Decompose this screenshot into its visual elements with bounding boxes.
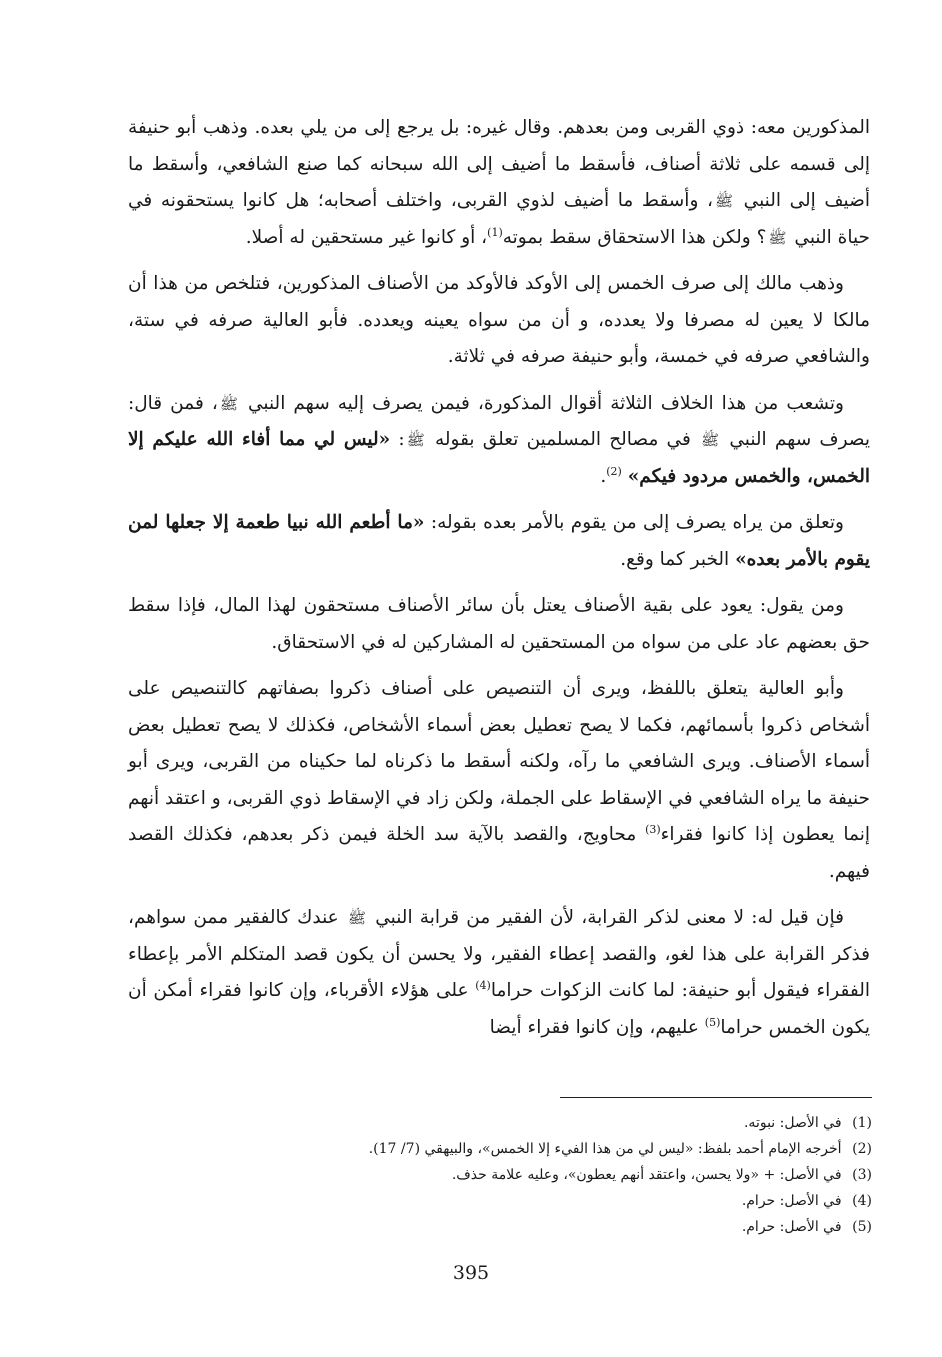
main-text xyxy=(128,110,870,1056)
footnote-3 xyxy=(128,1162,872,1188)
paragraph-2: وذهب مالك إلى صرف الخمس إلى الأوكد فالأوكد من الأصناف المذكورين، فتلخص من هذا أن مالكا لا يعين له مصرفا ولا يعدده، و أن من سواه يعينه ويعدده. فأبو العالية صرفه في ستة، والشافعي صرفه في خمسة، وأبو حنيفة صرفه في ثلاثة. xyxy=(128,273,870,367)
footnote-ref-1[interactable]: (1) xyxy=(487,225,503,239)
paragraph-7 xyxy=(128,900,870,1046)
paragraph-1-text: المذكورين معه: ذوي القربى ومن بعدهم. وقال غيره: بل يرجع إلى من يلي بعده. وذهب أبو حنيفة إلى قسمه على ثلاثة أصناف، فأسقط ما أضيف إلى الله سبحانه كما صنع الشافعي، وأسقط ما أضيف إلى النبي xyxy=(128,117,870,211)
paragraph-1-text-mid2: ؟ ولكن هذا الاستحقاق سقط بموته xyxy=(502,226,767,248)
footnote-1 xyxy=(128,1110,872,1136)
paragraph-7-text-mid: عندك كالفقير ممن سواهم، فذكر القرابة على هذا لغو، والقصد إعطاء الفقير، ولا يحسن أن يكون قصد المتكلم الأمر بإعطاء الفقراء فيقول أبو حنيفة: لما كانت الزكوات حراما xyxy=(128,907,871,1001)
paragraph-3-text-c: في مصالح المسلمين تعلق بقوله xyxy=(434,429,691,450)
paragraph-3-text-b: ، فمن قال: يصرف سهم النبي xyxy=(128,392,870,450)
footnote-ref-2[interactable]: (2) xyxy=(606,464,622,478)
footnote-ref-3[interactable]: (3) xyxy=(645,822,661,836)
hadith-quote-2: «ما أطعم الله نبيا طعمة إلا جعلها لمن يقوم بالأمر بعده» xyxy=(128,512,870,570)
footnote-text: في الأصل: حرام. xyxy=(741,1193,842,1209)
footnote-2 xyxy=(128,1136,872,1162)
honorific-symbol: ﷺ xyxy=(406,431,425,449)
footnote-5 xyxy=(128,1214,872,1240)
honorific-symbol: ﷺ xyxy=(701,431,720,449)
paragraph-6-text-end: محاويج، والقصد بالآية سد الخلة فيمن ذكر بعدهم، فكذلك القصد فيهم. xyxy=(128,824,870,882)
paragraph-5: ومن يقول: يعود على بقية الأصناف يعتل بأن سائر الأصناف مستحقون لهذا المال، فإذا سقط حق بعضهم عاد على من سواه من المستحقين له المشاركين له في الاستحقاق. xyxy=(128,595,870,653)
footnote-text: في الأصل: + «ولا يحسن، واعتقد أنهم يعطون»، وعليه علامة حذف. xyxy=(451,1167,842,1183)
paragraph-3-text-end: . xyxy=(600,465,607,487)
footnote-text: أخرجه الإمام أحمد بلفظ: «ليس لي من هذا الفيء إلا الخمس»، والبيهقي (7/ 17). xyxy=(368,1141,842,1157)
paragraph-4-text: وتعلق من يراه يصرف إلى من يقوم بالأمر بعده بقوله: xyxy=(430,512,844,533)
honorific-symbol: ﷺ xyxy=(219,394,238,413)
paragraph-1-text-mid: ، وأسقط ما أضيف لذوي القربى، واختلف أصحابه؛ هل كانوا يستحقونه في حياة النبي xyxy=(128,190,870,248)
page-number: 395 xyxy=(452,1262,490,1284)
footnote-number: (5) xyxy=(852,1219,872,1235)
paragraph-3 xyxy=(128,386,870,496)
footnote-ref-4[interactable]: (4) xyxy=(475,978,491,992)
footnote-number: (1) xyxy=(852,1115,872,1131)
paragraph-7-text-end: عليهم، وإن كانوا فقراء أيضا xyxy=(489,1016,699,1038)
paragraph-6 xyxy=(128,671,870,890)
footnote-text: في الأصل: حرام. xyxy=(741,1219,842,1235)
paragraph-7-text: فإن قيل له: لا معنى لذكر القرابة، لأن الفقير من قرابة النبي xyxy=(375,907,844,928)
footnotes xyxy=(128,1110,872,1240)
footnote-number: (3) xyxy=(852,1167,872,1183)
paragraph-4-text-end: الخبر كما وقع. xyxy=(620,548,730,570)
footnote-number: (2) xyxy=(852,1141,872,1157)
honorific-symbol: ﷺ xyxy=(714,192,734,210)
honorific-symbol: ﷺ xyxy=(347,909,367,927)
paragraph-3-text-d: : xyxy=(398,429,405,450)
footnote-number: (4) xyxy=(852,1193,872,1209)
paragraph-6-text: وأبو العالية يتعلق باللفظ، ويرى أن التنصيص على أصناف ذكروا بصفاتهم كالتنصيص على أشخاص ذكروا بأسمائهم، فكما لا يصح تعطيل بعض أسماء الأشخاص، فكذلك لا يصح تعطيل بعض أسماء الأصناف. ويرى الشافعي ما رآه، ولكنه أسقط ما ذكرناه لما حكيناه من القربى، ويرى أبو حنيفة ما يراه الشافعي في الإسقاط على الجملة، ولكن زاد في الإسقاط ذوي القربى، و اعتقد أنهم إنما يعطون إذا كانوا فقراء xyxy=(128,678,871,845)
footnote-ref-5[interactable]: (5) xyxy=(704,1015,721,1029)
footnote-4 xyxy=(128,1188,872,1214)
hadith-quote-1: «ليس لي مما أفاء الله عليكم إلا الخمس، والخمس مردود فيكم» xyxy=(128,429,870,487)
footnote-divider xyxy=(560,1097,872,1098)
honorific-symbol: ﷺ xyxy=(768,228,787,247)
footnote-text: في الأصل: نبوته. xyxy=(743,1115,842,1131)
paragraph-1-text-end: ، أو كانوا غير مستحقين له أصلا. xyxy=(245,226,488,248)
paragraph-7-text-mid2: على هؤلاء الأقرباء، وإن كانوا فقراء أمكن أن يكون الخمس حراما xyxy=(128,980,870,1038)
paragraph-3-text-a: وتشعب من هذا الخلاف الثلاثة أقوال المذكورة، فيمن يصرف إليه سهم النبي xyxy=(247,392,844,414)
paragraph-4 xyxy=(128,505,870,578)
paragraph-1 xyxy=(128,110,870,256)
